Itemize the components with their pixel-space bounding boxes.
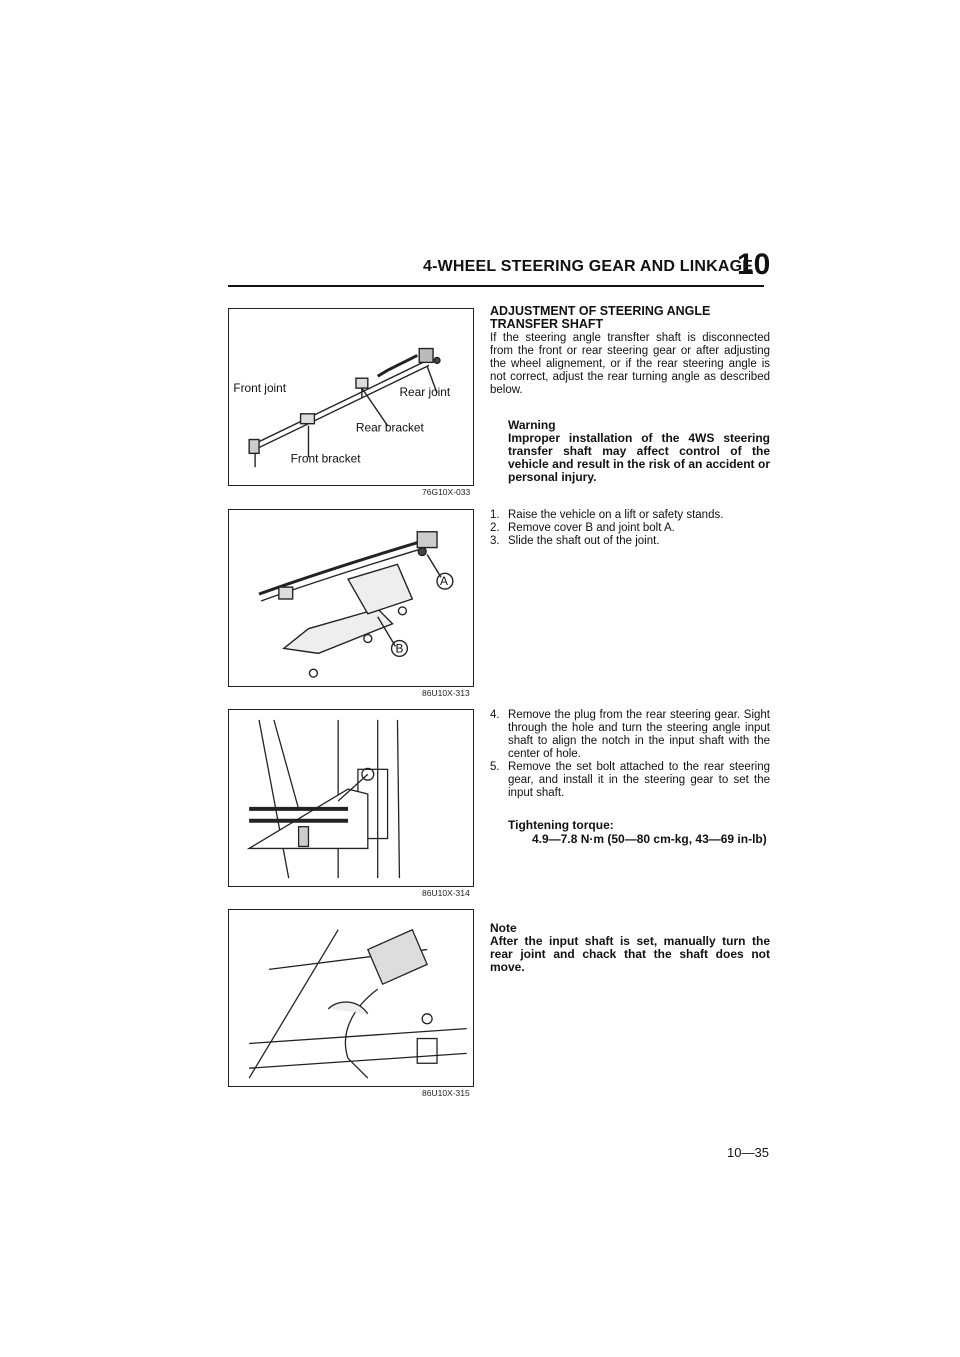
label-front-bracket: Front bracket xyxy=(290,451,361,466)
figure-code: 76G10X-033 xyxy=(422,487,471,497)
step-item: 1. Raise the vehicle on a lift or safety stands. xyxy=(490,509,724,521)
label-front-joint: Front joint xyxy=(233,381,287,396)
label-rear-joint: Rear joint xyxy=(399,385,451,400)
figure-rear-joint-check xyxy=(228,909,474,1087)
figure-code: 86U10X-315 xyxy=(422,1088,470,1098)
step-item: 4. Remove the plug from the rear steering gear. Sight through the hole and turn the steering angle input shaft to align the notch in the input shaft with the center of hole. xyxy=(490,709,770,760)
steps-list-2 xyxy=(490,709,770,800)
step-item: 2. Remove cover B and joint bolt A. xyxy=(490,522,675,534)
figure-input-shaft-notch xyxy=(228,709,474,887)
header-rule xyxy=(228,285,764,287)
figure-code: 86U10X-313 xyxy=(422,688,470,698)
note-label: Note xyxy=(490,921,517,935)
warning-text: Improper installation of the 4WS steering transfer shaft may affect control of the vehicle and result in the risk of an accident or personal injury. xyxy=(508,431,770,484)
torque-value: 4.9—7.8 N·m (50—80 cm-kg, 43—69 in-lb) xyxy=(532,832,767,846)
input-shaft-illustration xyxy=(229,710,473,886)
step-item: 3. Slide the shaft out of the joint. xyxy=(490,535,660,547)
label-rear-bracket: Rear bracket xyxy=(355,420,424,435)
cover-bolt-illustration xyxy=(229,510,473,686)
rear-joint-illustration xyxy=(229,910,473,1086)
transfer-shaft-illustration xyxy=(229,309,473,485)
steps-list-1 xyxy=(490,509,770,548)
chapter-number: 10 xyxy=(737,248,771,281)
figure-transfer-shaft-overview xyxy=(228,308,474,486)
warning-label: Warning xyxy=(508,418,556,432)
step-item: 5. Remove the set bolt attached to the rear steering gear, and install it in the steering gear to set the input shaft. xyxy=(490,761,770,799)
figure-code: 86U10X-314 xyxy=(422,888,470,898)
section-heading: ADJUSTMENT OF STEERING ANGLE TRANSFER SHAFT xyxy=(490,304,711,331)
label-a: A xyxy=(439,574,448,589)
note-text: After the input shaft is set, manually turn the rear joint and chack that the shaft does not move. xyxy=(490,934,770,974)
label-b: B xyxy=(395,641,404,656)
torque-label: Tightening torque: xyxy=(508,818,614,832)
figure-cover-and-bolt xyxy=(228,509,474,687)
intro-paragraph: If the steering angle transfter shaft is disconnected from the front or rear steering gear or after adjusting the wheel alignement, or if the rear steering angle is not correct, adjust the rear turning angle as described below. xyxy=(490,332,770,396)
page-number: 10—35 xyxy=(727,1145,769,1160)
chapter-title: 4-WHEEL STEERING GEAR AND LINKAGE xyxy=(423,258,754,275)
